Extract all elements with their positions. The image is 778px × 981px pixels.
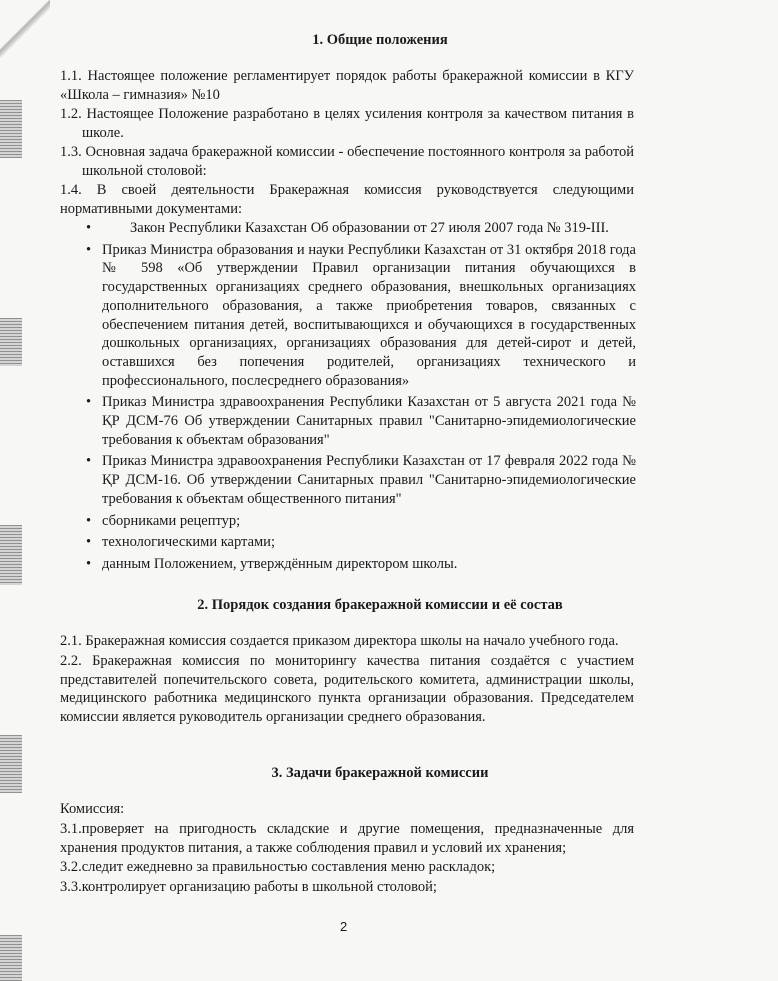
section-2-title: 2. Порядок создания бракеражной комиссии и её состав [197,597,563,613]
bullet-icon: • [86,512,92,529]
bullet-icon: • [86,453,92,470]
scan-edge-mark [0,100,22,158]
paragraph-3-1: 3.1.проверяет на пригодность складские и другие помещения, предназначенные для хранения продуктов питания, а также соблюдения правил и условий их хранения; [60,821,634,856]
bullet-icon: • [86,220,92,236]
paragraph-3-3: 3.3.контролирует организацию работы в школьной столовой; [60,879,437,895]
section-3-title: 3. Задачи бракеражной комиссии [271,765,489,781]
paragraph-1-2: 1.2. Настоящее Положение разработано в целях усиления контроля за качеством питания в школе. [60,106,634,141]
list-item: • данным Положением, утверждённым директором школы. [86,555,458,572]
list-item: • Приказ Министра образования и науки Республики Казахстан от 31 октября 2018 года № 598 «Об утверждении Правил организации питания обучающихся в государственных организациях среднего образования, внешкольных организациях дополнительного образования, а также приобретения товаров, связанных с обеспечением питания детей, воспитывающихся и обучающихся в государственных дошкольных организациях, организациях образования для детей-сирот и детей, оставшихся без попечения родителей, организациях технического и профессионального, послесреднего образования» [86,241,636,389]
paragraph-3-2: 3.2.следит ежедневно за правильностью составления меню раскладок; [60,859,496,875]
paragraph-2-1: 2.1. Бракеражная комиссия создается приказом директора школы на начало учебного года. [60,633,619,649]
bullet-icon: • [86,555,92,572]
commission-intro: Комиссия: [60,801,125,817]
scan-edge-mark [0,935,22,981]
paragraph-1-4: 1.4. В своей деятельности Бракеражная комиссия руководствуется следующими нормативными документами: [60,182,634,217]
paragraph-2-2: 2.2. Бракеражная комиссия по мониторингу качества питания создаётся с участием представителей попечительского совета, родительского комитета, администрации школы, медицинского работника медицинского пункта организации образования. Председателем комиссии является руководитель организации среднего образования. [60,653,634,726]
list-item: • Приказ Министра здравоохранения Республики Казахстан от 5 августа 2021 года № ҚР ДСМ-76 Об утверждении Санитарных правил "Санитарно-эпидемиологические требования к объектам образования" [86,394,636,448]
paragraph-1-3: 1.3. Основная задача бракеражной комиссии - обеспечение постоянного контроля за работой школьной столовой: [60,144,634,179]
list-item: • Приказ Министра здравоохранения Республики Казахстан от 17 февраля 2022 года № ҚР ДСМ-16. Об утверждении Санитарных правил "Санитарно-эпидемиологические требования к объектам общественного питания" [86,453,636,507]
list-item: • Закон Республики Казахстан Об образовании от 27 июля 2007 года № 319-III. [86,220,609,236]
scan-corner-streak [0,0,50,60]
scan-edge-mark [0,735,22,793]
section-1-title: 1. Общие положения [312,32,448,48]
normative-documents-list [86,219,636,577]
paragraph-1-1: 1.1. Настоящее положение регламентирует порядок работы бракеражной комиссии в КГУ «Школа – гимназия» №10 [60,68,634,103]
page-number: 2 [340,919,348,934]
scan-edge-mark [0,318,22,366]
bullet-icon: • [86,241,92,258]
bullet-icon: • [86,394,92,411]
bullet-icon: • [86,534,92,551]
scan-edge-mark [0,525,22,585]
list-item: • сборниками рецептур; [86,512,241,529]
list-item: • технологическими картами; [86,534,275,551]
